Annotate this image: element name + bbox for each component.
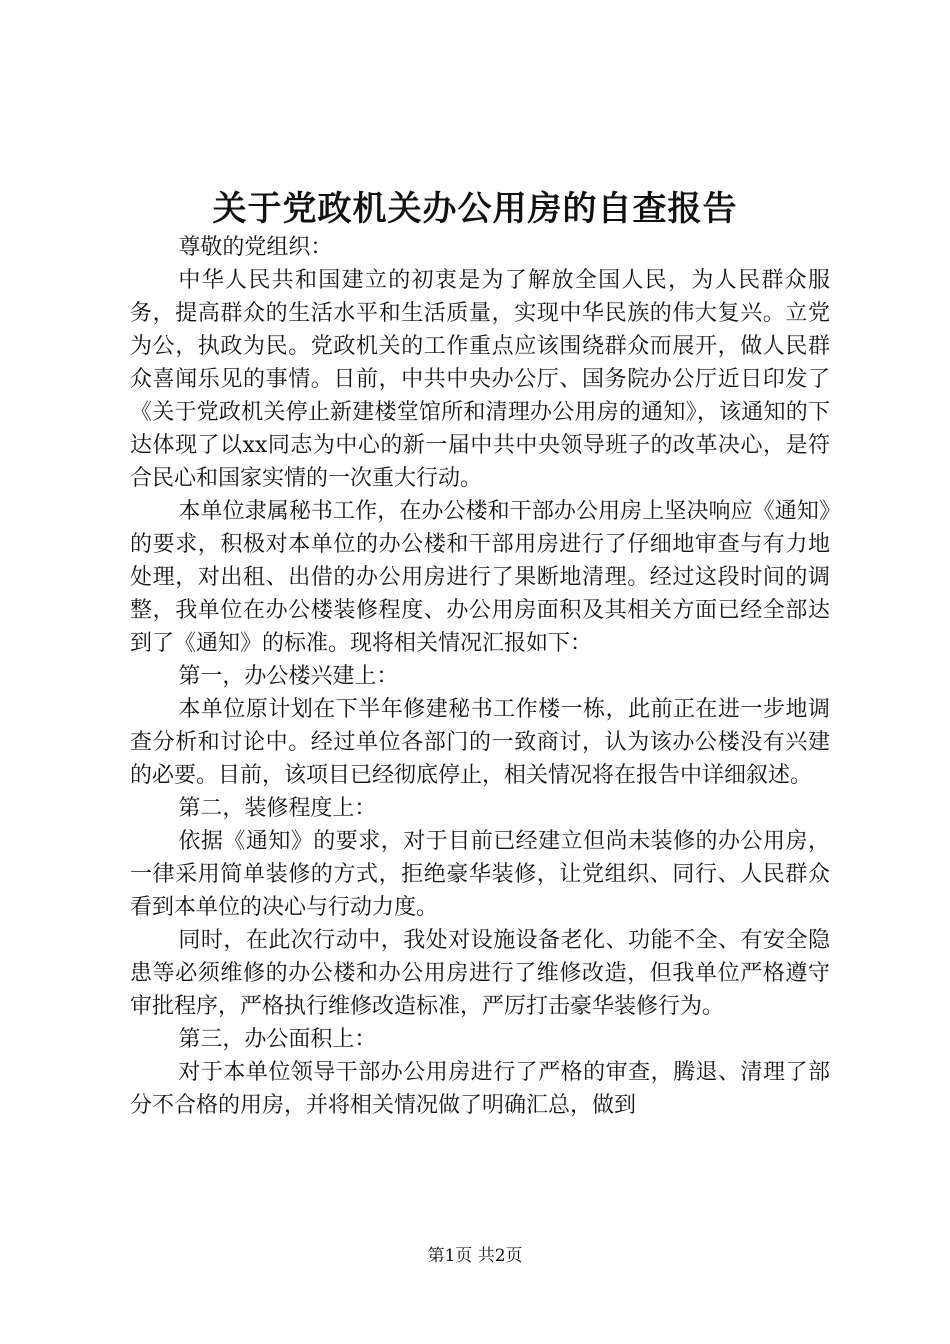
body-paragraph: 本单位原计划在下半年修建秘书工作楼一栋，此前正在进一步地调查分析和讨论中。经过单位各部门的一致商讨，认为该办公楼没有兴建的必要。目前，该项目已经彻底停止，相关情况将在报告中详细叙述。 <box>130 697 830 788</box>
section-heading: 第三，办公面积上： <box>178 1027 377 1052</box>
section-heading: 第一，办公楼兴建上： <box>178 664 399 689</box>
document-body <box>130 231 830 1122</box>
salutation: 尊敬的党组织： <box>178 235 333 260</box>
page-footer: 第1页 共2页 <box>427 1246 523 1266</box>
document-title: 关于党政机关办公用房的自查报告 <box>212 189 738 229</box>
body-paragraph: 本单位隶属秘书工作，在办公楼和干部办公用房上坚决响应《通知》的要求，积极对本单位的办公楼和干部用房进行了仔细地审查与有力地处理，对出租、出借的办公用房进行了果断地清理。经过这段时间的调整，我单位在办公楼装修程度、办公用房面积及其相关方面已经全部达到了《通知》的标准。现将相关情况汇报如下： <box>130 499 830 656</box>
section-heading: 第二，装修程度上： <box>178 796 377 821</box>
body-paragraph: 依据《通知》的要求，对于目前已经建立但尚未装修的办公用房，一律采用简单装修的方式，拒绝豪华装修，让党组织、同行、人民群众看到本单位的决心与行动力度。 <box>130 829 830 920</box>
body-paragraph: 中华人民共和国建立的初衷是为了解放全国人民，为人民群众服务，提高群众的生活水平和生活质量，实现中华民族的伟大复兴。立党为公，执政为民。党政机关的工作重点应该围绕群众而展开，做人民群众喜闻乐见的事情。日前，中共中央办公厅、国务院办公厅近日印发了《关于党政机关停止新建楼堂馆所和清理办公用房的通知》，该通知的下达体现了以xx同志为中心的新一届中共中央领导班子的改革决心，是符合民心和国家实情的一次重大行动。 <box>130 268 830 491</box>
body-paragraph: 对于本单位领导干部办公用房进行了严格的审查，腾退、清理了部分不合格的用房，并将相关情况做了明确汇总，做到 <box>130 1060 830 1118</box>
body-paragraph: 同时，在此次行动中，我处对设施设备老化、功能不全、有安全隐患等必须维修的办公楼和办公用房进行了维修改造，但我单位严格遵守审批程序，严格执行维修改造标准，严厉打击豪华装修行为。 <box>130 928 830 1019</box>
